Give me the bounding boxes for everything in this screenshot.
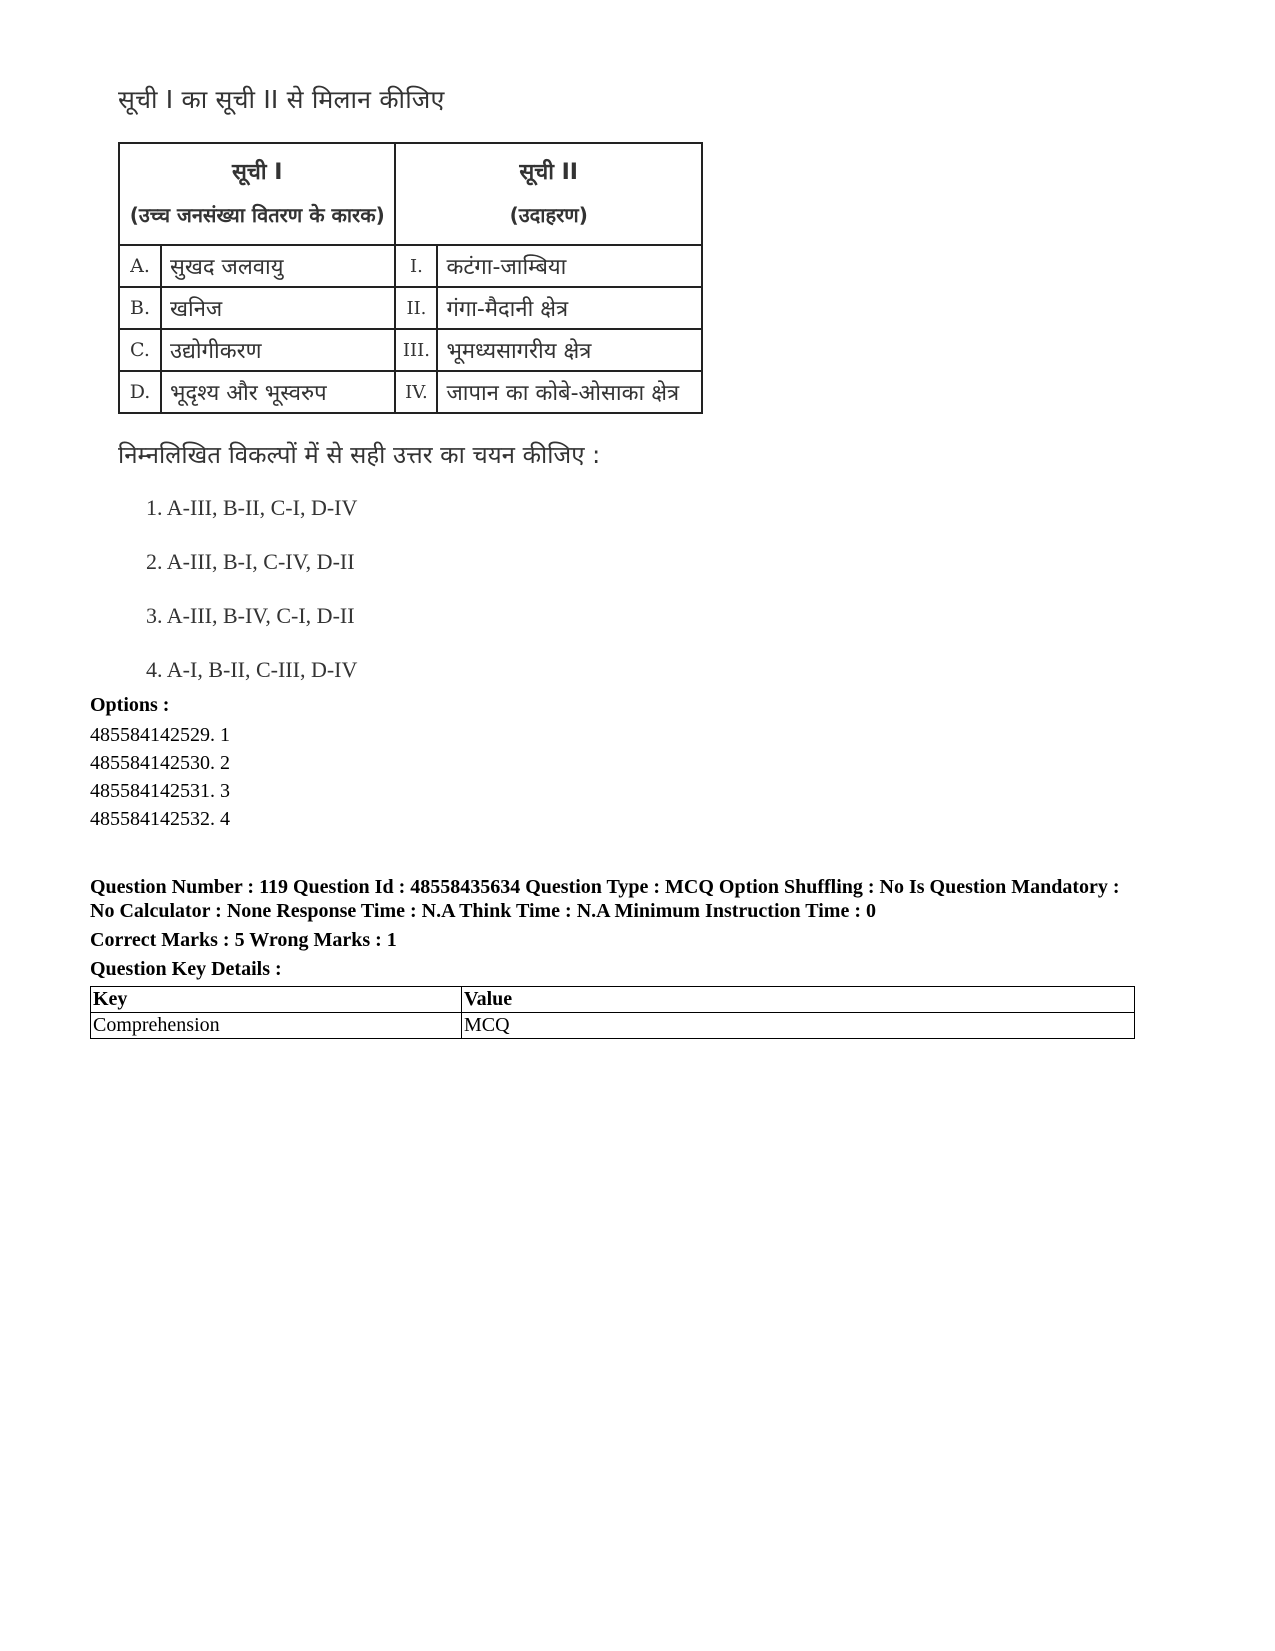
key-table-cell: Comprehension xyxy=(91,1013,462,1039)
match-table-row xyxy=(119,371,702,413)
key-table-header-row xyxy=(91,987,1135,1013)
list1-value: उद्योगीकरण xyxy=(161,329,395,371)
option-item: 485584142529. 1 xyxy=(90,724,230,746)
option-item: 485584142532. 4 xyxy=(90,808,230,830)
question-meta-line: No Calculator : None Response Time : N.A Think Time : N.A Minimum Instruction Time : 0 xyxy=(90,900,876,922)
list1-subtitle: (उच्च जनसंख्या वितरण के कारक) xyxy=(129,203,385,227)
choice-item: 4. A-I, B-II, C-III, D-IV xyxy=(146,657,358,682)
options-title: Options : xyxy=(90,694,170,716)
marks-line: Correct Marks : 5 Wrong Marks : 1 xyxy=(90,929,397,951)
list1-label: A. xyxy=(119,245,161,287)
list2-value: कटंगा-जाम्बिया xyxy=(437,245,702,287)
choice-item: 2. A-III, B-I, C-IV, D-II xyxy=(146,549,355,574)
list2-subtitle: (उदाहरण) xyxy=(509,203,588,227)
table-row xyxy=(91,1013,1135,1039)
question-metadata xyxy=(90,694,1140,1039)
key-table-header: Key xyxy=(91,987,462,1013)
question-meta xyxy=(90,875,1140,923)
list2-title: सूची II xyxy=(519,160,578,185)
list1-value: भूदृश्य और भूस्वरुप xyxy=(161,371,395,413)
question-meta-line: Question Number : 119 Question Id : 48558435634 Question Type : MCQ Option Shuffling : No Is Question Mandatory : xyxy=(90,876,1120,898)
key-table-header: Value xyxy=(462,987,1135,1013)
match-table xyxy=(118,142,703,414)
list1-label: B. xyxy=(119,287,161,329)
list2-label: II. xyxy=(395,287,437,329)
match-table-row xyxy=(119,245,702,287)
match-table-row xyxy=(119,329,702,371)
choice-item: 1. A-III, B-II, C-I, D-IV xyxy=(146,495,358,520)
choice-item: 3. A-III, B-IV, C-I, D-II xyxy=(146,603,355,628)
list1-value: सुखद जलवायु xyxy=(161,245,395,287)
option-item: 485584142530. 2 xyxy=(90,752,230,774)
list1-title: सूची I xyxy=(232,160,283,185)
choice-list xyxy=(118,493,718,709)
list2-header xyxy=(395,143,702,245)
list2-label: IV. xyxy=(395,371,437,413)
list1-label: D. xyxy=(119,371,161,413)
list2-value: जापान का कोबे-ओसाका क्षेत्र xyxy=(437,371,702,413)
list2-label: III. xyxy=(395,329,437,371)
match-table-row xyxy=(119,287,702,329)
question-image xyxy=(118,82,718,709)
key-details-table xyxy=(90,986,1135,1039)
list2-label: I. xyxy=(395,245,437,287)
match-table-header-row xyxy=(119,143,702,245)
list2-value: गंगा-मैदानी क्षेत्र xyxy=(437,287,702,329)
key-table-cell: MCQ xyxy=(462,1013,1135,1039)
question-prompt: निम्नलिखित विकल्पों में से सही उत्तर का चयन कीजिए : xyxy=(118,441,601,469)
list1-label: C. xyxy=(119,329,161,371)
question-instruction: सूची I का सूची II से मिलान कीजिए xyxy=(118,85,445,114)
list2-value: भूमध्यसागरीय क्षेत्र xyxy=(437,329,702,371)
option-item: 485584142531. 3 xyxy=(90,780,230,802)
list1-header xyxy=(119,143,395,245)
list1-value: खनिज xyxy=(161,287,395,329)
key-details-title: Question Key Details : xyxy=(90,958,282,980)
